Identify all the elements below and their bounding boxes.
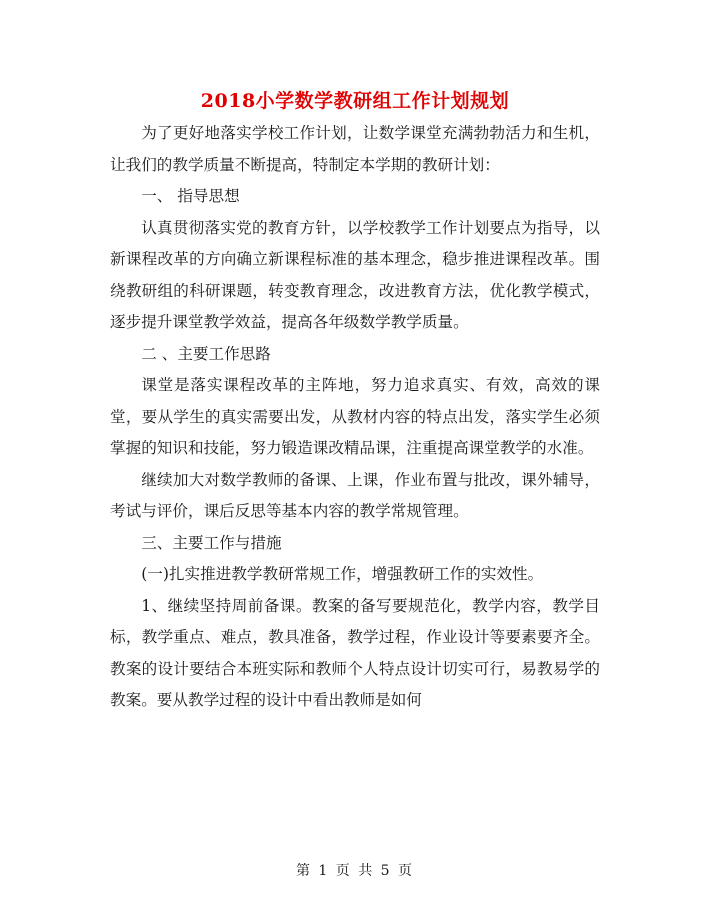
body-paragraph: 课堂是落实课程改革的主阵地，努力追求真实、有效，高效的课堂，要从学生的真实需要出发，从教材内容的特点出发，落实学生必须掌握的知识和技能，努力锻造课改精品课，注重提高课堂教学的水准。 <box>110 376 600 457</box>
document-body <box>110 118 600 717</box>
subsection-heading: (一)扎实推进教学教研常规工作，增强教研工作的实效性。 <box>141 565 544 583</box>
document-title: 2018小学数学教研组工作计划规划 <box>200 90 510 112</box>
intro-paragraph: 为了更好地落实学校工作计划，让数学课堂充满勃勃活力和生机，让我们的教学质量不断提高，特制定本学期的教研计划： <box>110 124 600 174</box>
body-paragraph: 认真贯彻落实党的教育方针，以学校教学工作计划要点为指导，以新课程改革的方向确立新课程标准的基本理念，稳步推进课程改革。围绕教研组的科研课题，转变教育理念，改进教育方法，优化教学模式，逐步提升课堂教学效益，提高各年级数学教学质量。 <box>110 218 600 331</box>
page-footer: 第 1 页 共 5 页 <box>295 863 415 879</box>
section-heading-main-ideas: 二 、主要工作思路 <box>141 344 271 363</box>
section-heading-main-work: 三、主要工作与措施 <box>141 533 282 552</box>
body-paragraph: 1、继续坚持周前备课。教案的备写要规范化，教学内容，教学目标，教学重点、难点，教具准备，教学过程，作业设计等要素要齐全。教案的设计要结合本班实际和教师个人特点设计切实可行，易教易学的教案。要从教学过程的设计中看出教师是如何 <box>110 596 600 709</box>
body-paragraph: 继续加大对数学教师的备课、上课，作业布置与批改，课外辅导，考试与评价，课后反思等基本内容的教学常规管理。 <box>110 470 600 520</box>
section-heading-guiding-ideology: 一、 指导思想 <box>141 187 240 205</box>
